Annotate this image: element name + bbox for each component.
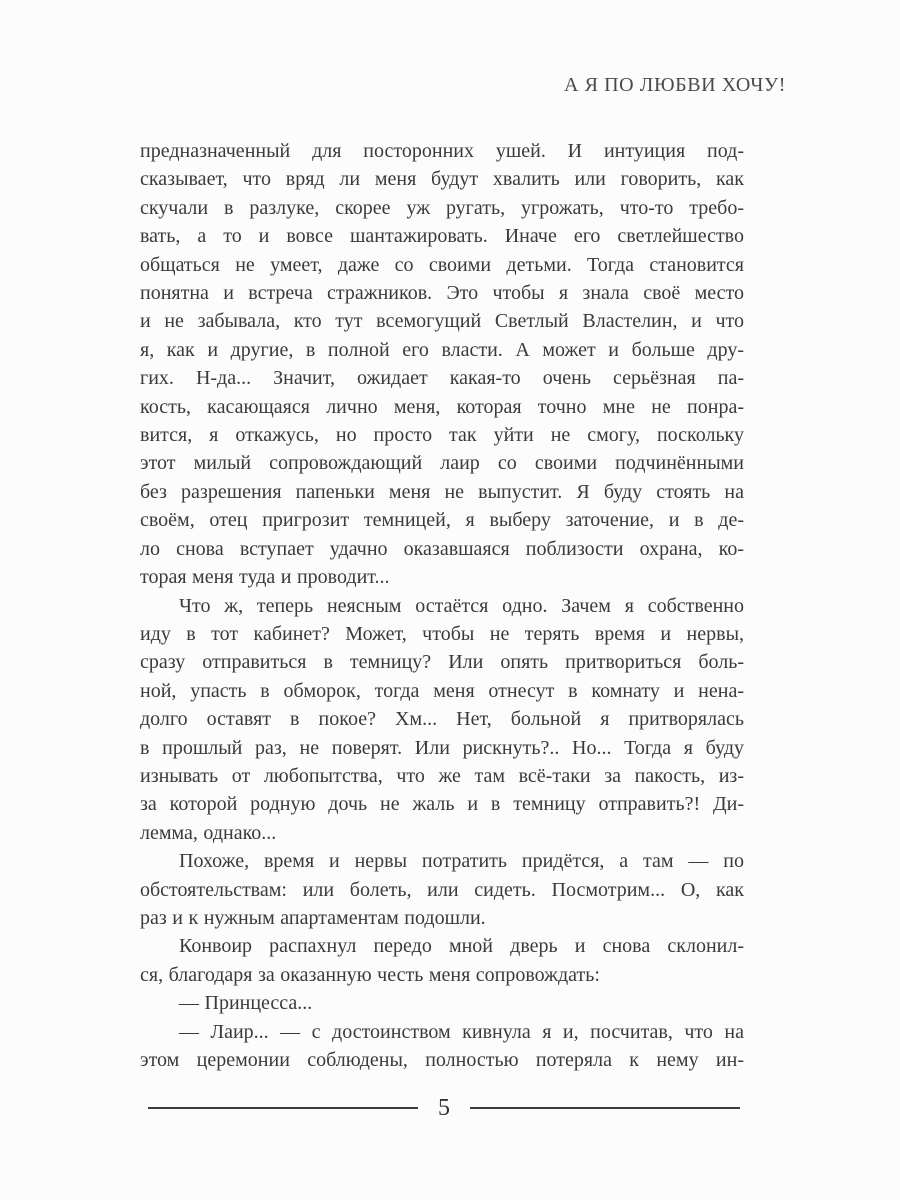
text-line: и не забывала, кто тут всемогущий Светлый Властелин, и что <box>140 310 744 333</box>
text-line: раз и к нужным апартаментам подошли. <box>140 906 486 929</box>
text-line: понятна и встреча стражников. Это чтобы я знала своё место <box>140 282 744 305</box>
text-line: я, как и другие, в полной его власти. А может и больше дру- <box>140 338 744 361</box>
text-line: своём, отец пригрозит темницей, я выберу заточение, и в де- <box>140 509 744 532</box>
text-line: сразу отправиться в темницу? Или опять притвориться боль- <box>140 651 744 674</box>
paragraph <box>140 932 744 989</box>
paragraph <box>140 1018 744 1075</box>
running-header: А Я ПО ЛЮБВИ ХОЧУ! <box>563 74 786 96</box>
text-line: ной, упасть в обморок, тогда меня отнесут в комнату и нена- <box>140 679 744 702</box>
text-line: сказывает, что вряд ли меня будут хвалить или говорить, как <box>140 168 744 191</box>
paragraph <box>140 847 744 932</box>
text-line: скучали в разлуке, скорее уж ругать, угрожать, что-то требо- <box>140 196 744 219</box>
text-line: ло снова вступает удачно оказавшаяся поблизости охрана, ко- <box>140 537 744 560</box>
text-line: вится, я откажусь, но просто так уйти не смогу, поскольку <box>140 424 744 447</box>
text-line: ся, благодаря за оказанную честь меня сопровождать: <box>140 963 600 986</box>
text-line: лемма, однако... <box>140 821 277 844</box>
text-line: кость, касающаяся лично меня, которая точно мне не понра- <box>140 395 744 418</box>
page-number: 5 <box>438 1095 450 1121</box>
text-line: иду в тот кабинет? Может, чтобы не терять время и нервы, <box>140 622 744 645</box>
text-line: вать, а то и вовсе шантажировать. Иначе его светлейшество <box>140 225 744 248</box>
text-line: изнывать от любопытства, что же там всё-таки за пакость, из- <box>140 764 744 787</box>
text-line: торая меня туда и проводит... <box>140 566 390 589</box>
page-footer <box>148 1094 740 1122</box>
paragraph <box>140 137 744 592</box>
paragraph <box>140 989 744 1017</box>
text-line: — Принцесса... <box>179 992 313 1015</box>
text-line: без разрешения папеньки меня не выпустит. Я буду стоять на <box>140 480 744 503</box>
text-line: этом церемонии соблюдены, полностью потеряла к нему ин- <box>140 1049 744 1071</box>
text-line: этот милый сопровождающий лаир со своими подчинёнными <box>140 452 744 475</box>
text-line: в прошлый раз, не поверят. Или рискнуть?.. Но... Тогда я буду <box>140 736 744 759</box>
text-line: Что ж, теперь неясным остаётся одно. Зачем я собственно <box>179 594 744 617</box>
text-line: — Лаир... — с достоинством кивнула я и, посчитав, что на <box>179 1020 744 1043</box>
text-line: Похоже, время и нервы потратить придётся, а там — по <box>179 850 744 873</box>
footer-rule-right <box>470 1107 740 1109</box>
text-line: за которой родную дочь не жаль и в темницу отправить?! Ди- <box>140 793 744 816</box>
text-line: гих. Н-да... Значит, ожидает какая-то очень серьёзная па- <box>140 367 744 390</box>
text-line: долго оставят в покое? Хм... Нет, больной я притворялась <box>140 708 744 731</box>
text-line: общаться не умеет, даже со своими детьми. Тогда становится <box>140 253 744 276</box>
paragraph <box>140 592 744 848</box>
footer-rule-left <box>148 1107 418 1109</box>
text-line: предназначенный для посторонних ушей. И интуиция под- <box>140 140 744 162</box>
text-line: Конвоир распахнул передо мной дверь и снова склонил- <box>179 935 744 958</box>
text-line: обстоятельствам: или болеть, или сидеть. Посмотрим... О, как <box>140 878 744 901</box>
page-text <box>140 137 744 1074</box>
